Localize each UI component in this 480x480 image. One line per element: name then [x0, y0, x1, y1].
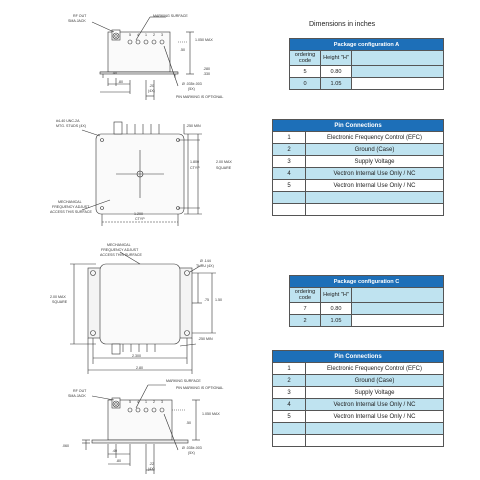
pins-1-num: 2	[273, 144, 306, 156]
pins-1-desc: Vectron Internal Use Only / NC	[306, 168, 444, 180]
c-dim-2300: 2.300	[132, 354, 141, 358]
pins-1-desc	[306, 204, 444, 216]
a-top-dim-1800: 1.800	[190, 160, 199, 164]
pins-2-num: 2	[273, 375, 306, 387]
a-dim-20: .20	[149, 84, 154, 88]
pins-2-desc: Electronic Frequency Control (EFC)	[306, 363, 444, 375]
a-pin-num: 3	[161, 33, 163, 37]
config-c-height-1: 0.80	[321, 303, 352, 315]
pins-2-desc: Supply Voltage	[306, 387, 444, 399]
pins-2-num: 1	[273, 363, 306, 375]
config-c-title: Package configuration C	[290, 276, 444, 288]
c-dim-200-max: 2.00 MAX	[50, 295, 66, 299]
c-mech-adjust-1: MECHANICAL	[107, 243, 131, 247]
c-hole-thru: THRU (4X)	[196, 264, 214, 268]
config-a-side-view-drawing	[0, 0, 270, 110]
a-dim-50: .50	[180, 48, 185, 52]
package-config-a-table	[289, 38, 444, 90]
config-a-height-2: 1.05	[321, 78, 352, 90]
pins-2-num	[273, 435, 306, 447]
pins-2-num: 5	[273, 411, 306, 423]
c-pin-num: 2	[153, 400, 155, 404]
c-height-max-dim: 1.050 MAX	[202, 412, 220, 416]
config-a-code-1: 5	[290, 66, 321, 78]
a-pin-dia-5x: (5X)	[188, 87, 195, 91]
package-config-c-table	[289, 275, 444, 327]
a-dim-40: .40	[112, 71, 117, 75]
config-a-code-2: 0	[290, 78, 321, 90]
c-pin-dia-5x: (5X)	[188, 451, 195, 455]
a-pin-marking-note: PIN MARKING IS OPTIONAL	[176, 95, 224, 99]
pins-2-desc: Vectron Internal Use Only / NC	[306, 399, 444, 411]
pins-2-num	[273, 423, 306, 435]
a-mech-adjust-1: MECHANICAL	[58, 200, 82, 204]
a-dim-80: .80	[118, 80, 123, 84]
config-c-side-view-drawing	[0, 378, 270, 480]
a-dim-280: .280	[203, 67, 210, 71]
c-dim-40: .40	[112, 449, 117, 453]
config-a-col-code: ordering code	[290, 51, 321, 66]
a-pin-num: 2	[153, 33, 155, 37]
pins-2-num: 3	[273, 387, 306, 399]
pins-1-desc	[306, 192, 444, 204]
a-mech-adjust-3: ACCESS THIS SURFACE	[50, 210, 92, 214]
a-studs-count: MTG. STUDS (4X)	[56, 124, 86, 128]
c-rf-out-label: RF OUT	[73, 389, 87, 393]
config-c-top-view-drawing	[0, 240, 270, 380]
c-pin-num: 5	[129, 400, 131, 404]
a-studs-spec: #4-40 UNC-2A	[56, 119, 80, 123]
a-pin-dia: Ø .035±.003	[182, 82, 202, 86]
config-a-height-1: 0.80	[321, 66, 352, 78]
config-c-code-1: 7	[290, 303, 321, 315]
c-pin-marking-note: PIN MARKING IS OPTIONAL	[176, 386, 224, 390]
a-top-dim-250-min: .250 MIN	[186, 124, 201, 128]
pins-2-desc: Vectron Internal Use Only / NC	[306, 411, 444, 423]
pins-1-num	[273, 192, 306, 204]
c-mech-adjust-2: FREQUENCY ADJUST	[101, 248, 139, 252]
c-dim-4x: (4X)	[148, 467, 155, 471]
a-rf-out-label: RF OUT	[73, 14, 87, 18]
a-height-max-dim: 1.050 MAX	[195, 38, 213, 42]
pins-1-desc: Ground (Case)	[306, 144, 444, 156]
a-top-dim-200-max: 2.00 MAX	[216, 160, 232, 164]
config-c-code-2: 2	[290, 315, 321, 327]
c-dim-50: .50	[186, 421, 191, 425]
config-a-col-height: Height "H"	[321, 51, 352, 66]
c-hole-dia: Ø .144	[200, 259, 211, 263]
a-pin-num: 5	[129, 33, 131, 37]
pins-1-num	[273, 204, 306, 216]
dimensions-note: Dimensions in inches	[309, 21, 376, 28]
c-dim-80: .80	[116, 459, 121, 463]
pins-1-num: 3	[273, 156, 306, 168]
pin-connections-table-2	[272, 350, 444, 447]
a-marking-surface-label: MARKING SURFACE	[153, 14, 188, 18]
c-pin-num: 4	[137, 400, 139, 404]
a-dim-330: .330	[203, 72, 210, 76]
config-c-col-code: ordering code	[290, 288, 321, 303]
a-top-dim-1200: 1.200	[134, 212, 143, 216]
pins-1-desc: Electronic Frequency Control (EFC)	[306, 132, 444, 144]
c-dim-280: 2.80	[136, 366, 143, 370]
c-pin-num: 3	[161, 400, 163, 404]
config-c-height-2: 1.05	[321, 315, 352, 327]
a-top-ctyp: CTYP	[190, 166, 200, 170]
c-dim-75: .75	[204, 298, 209, 302]
c-pin-num: 1	[145, 400, 147, 404]
pins-1-num: 5	[273, 180, 306, 192]
a-dim-4x: (4X)	[148, 89, 155, 93]
pin-connections-table-1	[272, 119, 444, 216]
config-c-col-height: Height "H"	[321, 288, 352, 303]
c-mech-adjust-3: ACCESS THIS SURFACE	[100, 253, 142, 257]
c-dim-250-min: .250 MIN	[198, 337, 213, 341]
a-sma-label: SMA JACK	[68, 19, 86, 23]
a-mech-adjust-2: FREQUENCY ADJUST	[52, 205, 90, 209]
a-pin-num: 1	[145, 33, 147, 37]
pins-1-num: 1	[273, 132, 306, 144]
c-square: SQUARE	[52, 300, 68, 304]
c-marking-surface-label: MARKING SURFACE	[166, 379, 201, 383]
pins-2-desc	[306, 423, 444, 435]
c-pin-dia: Ø .035±.003	[182, 446, 202, 450]
c-dim-060: .060	[62, 444, 69, 448]
pins-2-num: 4	[273, 399, 306, 411]
a-pin-num: 4	[137, 33, 139, 37]
c-sma-label: SMA JACK	[68, 394, 86, 398]
pins-1-title: Pin Connections	[273, 120, 444, 132]
config-a-title: Package configuration A	[290, 39, 444, 51]
pins-2-desc: Ground (Case)	[306, 375, 444, 387]
pins-2-desc	[306, 435, 444, 447]
c-dim-22: .22	[149, 462, 154, 466]
pins-2-title: Pin Connections	[273, 351, 444, 363]
a-top-square: SQUARE	[216, 166, 232, 170]
pins-1-desc: Supply Voltage	[306, 156, 444, 168]
c-dim-150: 1.50	[215, 298, 222, 302]
pins-1-num: 4	[273, 168, 306, 180]
a-top-ctyp-b: CTYP	[135, 217, 145, 221]
pins-1-desc: Vectron Internal Use Only / NC	[306, 180, 444, 192]
